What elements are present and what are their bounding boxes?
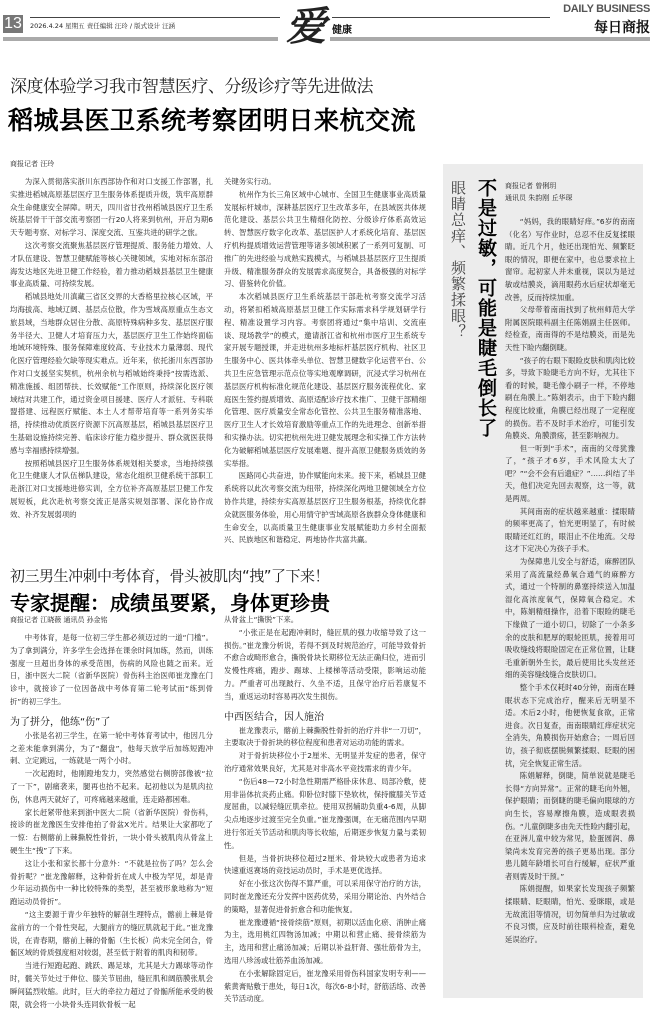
article2-subhead: 为了拼分，他练“伤”了 [10, 716, 111, 728]
article2-paragraph: 好在小张这次伤得不算严重，可以采用保守治疗的方法，同时崔龙豫还充分发挥中医药优势，采用分期论治、内外结合的策略，显著促进骨折愈合和功能恢复。 [224, 879, 426, 914]
article2-paragraph: 一次起跑时，他刚蹬地发力，突然感觉右侧胯部像被“拉了一下”，剧痛袭来，腿再也抬不起来。起初他以为是肌肉拉伤，休息两天就好了，可疼痛越来越重，连走路都困难。 [10, 769, 213, 804]
header-top-rule [30, 17, 280, 18]
page-number: 13 [4, 15, 22, 32]
article3-paragraph: 但一听到“手术”，南南的父母犹豫了，“孩子才6岁，手术风险太大了吧？”“会不会有后遗症？”……纠结了半天，他们决定先回去观察，这一等，就是两周。 [505, 443, 635, 504]
article2-paragraph: 对于骨折块移位小于2厘米、无明显并发症的患者，保守治疗通常效果良好，尤其是对非高水平竞技需求的青少年。 [224, 751, 426, 773]
article2-paragraph: “伤后48—72小时急性期需严格卧床休息、局部冷敷，使用非甾体抗炎药止痛。仰卧位时膝下垫软枕，保持髋膝关节适度屈曲，以减轻缝匠肌牵拉。使用双拐辅助负重4-6周，从脚尖点地逐步过渡至完全负重。”崔龙豫强调，在无痛范围内早期进行邻近关节活动和肌肉等长收缩，后期逐步恢复力量与柔韧性。 [224, 776, 426, 850]
article3-paragraph: 为保障患儿安全与舒适，麻醉团队采用了高流量经鼻氧合通气的麻醉方式，通过一个特制的鼻塞持续送入加温湿化高浓度氧气，保障氧合稳定。术中，陈娟精细操作，沿着下眼睑的睫毛下缘做了一道小切口，切除了一小条多余的皮肤和肥厚的眼轮匝肌，接着用可吸收缝线将眼睑固定在正常位置，让睫毛重新朝外生长，最后使用比头发丝还细的美容缝线缝合皮肤切口。 [505, 557, 635, 680]
header-gray-bar-left [3, 37, 278, 41]
article3-byline-reporter: 商报记者 曾俐玥 [505, 182, 557, 190]
article2-paragraph: 崔龙豫表示，髂前上棘撕脱性骨折的治疗并非“一刀切”，主要取决于骨折块的移位程度和患者对运动功能的需求。 [224, 725, 426, 748]
article2-paragraph: 在小张解除固定后，崔龙豫采用骨伤科国家发明专利——紫黄膏贴敷于患处，每日1次，每次6-8小时，舒筋活络、改善关节活动度。 [224, 968, 426, 1004]
article2-subtitle: 初三男生冲刺中考体育，骨头被肌肉“拽”了下来！ [10, 567, 330, 585]
article1-column-1 [10, 158, 213, 522]
article1-paragraph: 为深入贯彻落实浙川东西部协作和对口支援工作部署，扎实推进稻城高原基层医疗卫生服务体系提质升级，筑牢高原群众生命健康安全屏障。明天，四川省甘孜州稻城县医疗卫生系统基层骨干干部交流考察团一行20人将来到杭州，开启为期6天专题考察、对标学习、深度交流、互鉴共进的研学之旅。 [10, 177, 213, 238]
article1-paragraph: 稻城县地处川滇藏三省区交界的大香格里拉核心区域，平均海拔高、地域辽阔、基层点位散，作为雪域高原重点生态文旅县域，当地群众居住分散、高原特殊病种多发、基层医疗服务半径大、卫健人才培育压力大，基层医疗卫生工作始终面临地域环境特殊、服务保障难度较高、专业技术力量薄弱、现代化医疗管理经验欠缺等现实难点。近年来，依托浙川东西部协作对口支援坚实契机，杭州余杭与稻城始终秉持“按需选派、精准施援、组团帮扶、长效赋能”工作原则，持续深化医疗领域结对共建工作，通过资金项目援建、医疗人才派驻、专科联盟搭建、远程医疗赋能、本土人才帮带培育等一系列务实举措，持续推动优质医疗资源下沉高原基层，稻城县基层医疗卫生基础设施持续完善、临床诊疗能力稳步提升、群众就医获得感与幸福感持续增强。 [10, 292, 213, 455]
article2-paragraph: 这让小张和家长都十分意外：“不就是拉伤了吗？怎么会骨折呢？”崔龙豫解释，这种骨折在成人中极为罕见，却是青少年运动损伤中一种比较特殊的类型，甚至被形象地称为“短跑运动员骨折”。 [10, 858, 213, 907]
article2-paragraph: 当进行短跑起跑、跳跃、踢足球，尤其是大力踢球等动作时，髋关节处过于伸位、膝关节屈曲，缝匠肌和阔筋膜张肌会瞬间猛烈收缩。此时，巨大的牵拉力超过了骨骺所能承受的极限，就会将一小块骨头连同软骨板一起 [10, 961, 213, 1009]
article2-headline: 专家提醒：成绩虽要紧，身体更珍贵 [10, 591, 330, 615]
article1-column-2 [224, 158, 426, 547]
header-top-rule-right [332, 17, 550, 18]
article2-column-2 [224, 614, 426, 1006]
article3-vertical-headline: 不是过敏，可能是睫毛倒长了 [475, 178, 497, 438]
article2-byline: 商报记者 江晓薇 通讯员 孙金铭 [10, 616, 108, 624]
article3-paragraph: “妈妈，我的眼睛好痒。”6岁的南南（化名）写作业时，总忍不住反复揉眼睛。近几个月，他还出现怕光、频繁眨眼的情况，即便在家中，也总要求拉上窗帘。起初家人并未重视，误以为是过敏或结膜炎，滴用眼药水后症状却毫无改善，反而持续加重。 [505, 217, 635, 302]
article3-paragraph: 父母带着南南找到了杭州师范大学附属医院眼科副主任陈娟副主任医师。经检查，南南得的不是结膜炎，而是先天性下睑内翻倒睫。 [505, 305, 635, 352]
article1-paragraph: 按照稻城县医疗卫生服务体系规划相关要求，当地持续强化卫生健康人才队伍梯队建设，常态化组织卫健系统干部职工赴浙江对口支援地进修实训，全方位补齐高原基层卫健工作发展短板，此次赴杭考察交流正是落实规划部署、深化协作成效、补齐发展弱项的 [10, 458, 213, 519]
article2-paragraph: 崔龙豫遵循“接骨续筋”原则，初期以活血化瘀、消肿止痛为主，选用桃红四物汤加减；中期以和营止痛、接骨续筋为主，选用和营止痛汤加减；后期以补益肝肾、强壮筋骨为主，选用八珍汤或壮筋养血汤加减。 [224, 917, 426, 965]
article3-paragraph: 其间南南的症状越来越重：揉眼睛的频率更高了，怕光更明显了，有时候眼睛还红红的，眼泪止不住地流。父母这才下定决心为孩子手术。 [505, 506, 635, 554]
article1-paragraph: 这次考察交流聚焦基层医疗管理提质、服务能力增效、人才队伍建设、智慧卫健赋能等核心关键领域，实地对标东部沿海发达地区先进卫健工作经验，着力推动稻城县基层卫生健康事业高质量、可持续发展。 [10, 240, 213, 289]
article1-paragraph: 关键务实行动。 [224, 177, 276, 186]
article2-paragraph: “这主要源于青少年独特的解剖生理特点，髂前上棘是骨盆前方的一个骨性突起，大腿前方的缝匠肌就起于此。”崔龙豫说，在青春期，髂前上棘的骨骺（生长板）尚未完全闭合，骨骺区域的骨质强度相对较弱，甚至低于附着的肌肉和韧带。 [10, 909, 213, 958]
dateline: 2026.4.24 星期五 责任编辑 汪玲 / 版式设计 汪涵 [30, 22, 176, 30]
article2-paragraph: “小张正是在起跑冲刺时，缝匠肌的强力收缩导致了这一损伤。”崔龙豫分析说，若得不到及时规范治疗，可能导致骨折不愈合或畸形愈合，撕脱骨块长期移位无法正确归位，进而引发慢性疼痛，跑步、踢球、上楼梯等活动受限，影响运动能力。严重者可出现跛行、久坐不适，且保守治疗后若康复不当，重返运动时容易再次发生损伤。 [224, 627, 426, 701]
article1-paragraph: 杭州作为长三角区域中心城市、全国卫生健康事业高质量发展标杆城市，深耕基层医疗卫生改革多年，在县域医共体规范化建设、基层公共卫生精细化防控、分级诊疗体系高效运转、智慧医疗数字化改革、基层医护人才系统化培育、基层医疗机构提质增效运营管理等诸多领域积累了一系列可复制、可推广的先进经验与成熟实践模式，与稻城县基层医疗卫生提质升级、精准服务群众的发展需求高度契合，具备极强的对标学习、借鉴转化价值。 [224, 189, 426, 289]
article3-paragraph: 陈娟解释，倒睫，简单说就是睫毛长得“方向异常”。正常的睫毛向外翘，保护眼睛；而倒睫的睫毛偏向眼球的方向生长，容易摩擦角膜，造成眼表损伤。“儿童倒睫多由先天性睑内翻引起，在亚洲儿童中较为常见，脸蛋圆润、鼻梁尚未发育完善的孩子更易出现。部分患儿随年龄增长可自行缓解，症状严重者则需及时干预。” [505, 771, 635, 881]
article3-byline-correspondent: 通讯员 朱韵刚 丘华琛 [505, 194, 573, 202]
section-logo-glyph: 爱 [286, 3, 326, 50]
header-gray-bar-right [330, 37, 650, 41]
article2-paragraph: 但是，当骨折块移位超过2厘米、骨块较大或患者为追求快速重返赛场的竞技运动员时，手术是更优选择。 [224, 853, 426, 876]
article2-paragraph: 中考体育，是每一位初三学生都必须迈过的一道“门槛”。为了拿到满分，许多学生会选择在课余时间加练，然而，训练强度一旦超出身体的承受范围，伤病的风险也随之而来。近日，浙中医大二院（省新华医院）骨伤科主治医师崔龙豫在门诊中，就接诊了一位因备战中考体育第二轮考试而“练到骨折”的初三学生。 [10, 633, 213, 706]
article1-paragraph: 医路同心共奋进，协作赋能向未来。接下来，稻城县卫健系统将以此次考察交流为纽带，持续深化两地卫健领域全方位协作共建，持续夯实高原基层医疗卫生服务根基，持续优化群众就医服务体验，用心用情守护雪域高原各族群众身体健康和生命安全，以高质量卫生健康事业发展赋能助力乡村全面振兴、民族地区和谐稳定、两地协作共富共赢。 [224, 471, 426, 545]
article1-paragraph: 本次稻城县医疗卫生系统基层干部赴杭考察交流学习活动，将紧扣稻城高原基层卫健工作实际需求科学规划研学行程、精准设置学习内容。考察团将通过“集中培训、交流座谈、现场教学”的模式，邀请浙江省和杭州市医疗卫生系统专家开展专题授课，并走进杭州多地标杆基层医疗机构、社区卫生服务中心、医共体牵头单位、智慧卫健数字化运营平台、公共卫生应急管理示范点位等实地观摩调研，沉浸式学习杭州在基层医疗机构标准化规范化建设、基层医疗服务流程优化、家庭医生签约提质增效、高原适配诊疗技术推广、卫健干部精细化管理、医疗质量安全常态化管控、公共卫生服务精准落地、医疗卫生人才长效培育激励等重点工作的先进理念、创新举措和实操办法。切实把杭州先进卫健发展理念和实操工作方法转化为破解稻城基层医疗发展难题、提升高原卫健服务质效的务实举措。 [224, 292, 426, 468]
article2-paragraph: 小张是名初三学生，在第一轮中考体育考试中，他因几分之差未能拿到满分，为了“翻盘”，他每天放学后加练短跑冲刺、立定跳远，一练就是一两个小时。 [10, 730, 213, 766]
brand-english: DAILY BUSINESS [563, 3, 650, 15]
article3-paragraph: 陈娟提醒，如果家长发现孩子频繁揉眼睛、眨眼睛，怕光、爱眯眼，或是无故流泪等情况，切勿简单归为过敏或不良习惯，应及时前往眼科检查，避免延误治疗。 [505, 884, 635, 944]
article3-paragraph: “孩子的右眼下眼睑皮肤和肌肉比较多，导致下睑睫毛方向不好，尤其往下看的时候，睫毛像小刷子一样，不停地刷在角膜上。”陈娟表示，由于下睑内翻程度比较重，角膜已经出现了一定程度的损伤。若不及时手术治疗，可能引发角膜炎、角膜溃疡，甚至影响视力。 [505, 355, 635, 441]
article3-paragraph: 整个手术仅耗时40分钟，南南在睡眠状态下完成治疗，醒来后无明显不适。术后2小时，他便恢复食欲，正常进食。次日复查，南南眼睛红痒症状完全消失，角膜损伤开始愈合；一周后回访，孩子彻底摆脱频繁揉眼、眨眼的困扰，完全恢复正常生活。 [505, 682, 635, 768]
article1-byline: 商报记者 汪玲 [10, 160, 55, 168]
article2-column-1 [10, 614, 213, 1011]
article1-subtitle: 深度体验学习我市智慧医疗、分级诊疗等先进做法 [10, 77, 373, 97]
article2-paragraph: 从骨盆上“撕脱”下来。 [224, 615, 299, 624]
article1-headline: 稻城县医卫系统考察团明日来杭交流 [8, 106, 417, 135]
section-name: 健康 [332, 25, 352, 36]
brand-chinese: 每日商报 [594, 20, 650, 36]
article3-vertical-subtitle: 眼睛总痒、频繁揉眼？ [449, 180, 467, 340]
article2-paragraph: 家长赶紧带他来到浙中医大二院（省新华医院）骨伤科，接诊的崔龙豫医生安排他拍了骨盆X光片。结果让大家都吃了一惊：右侧髂前上棘撕脱性骨折，一块小骨头被肌肉从骨盆上硬生生“拽”了下来。 [10, 807, 213, 855]
article3-column [505, 180, 635, 946]
article2-subhead: 中西医结合，因人施治 [224, 711, 324, 723]
